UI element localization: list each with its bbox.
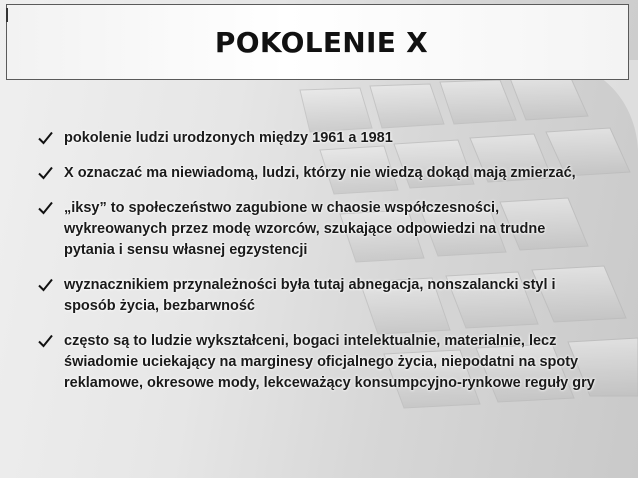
check-icon — [38, 201, 53, 215]
bullet-text: X oznaczać ma niewiadomą, ludzi, którzy nie wiedzą dokąd mają zmierzać, — [64, 165, 576, 181]
bullet-item — [38, 275, 598, 317]
title-box — [6, 4, 629, 80]
check-icon — [38, 278, 53, 292]
title-accent-bar — [6, 8, 8, 22]
bullet-text: pokolenie ludzi urodzonych między 1961 a 1981 — [64, 130, 393, 146]
bullet-text: wyznacznikiem przynależności była tutaj abnegacja, nonszalancki styl i sposób życia, bezbarwność — [64, 277, 556, 314]
bullet-text: często są to ludzie wykształceni, bogaci intelektualnie, materialnie, lecz świadomie uciekający na marginesy oficjalnego życia, niepodatni na spoty reklamowe, okresowe mody, lekceważący konsumpcyjno-rynkowe reguły gry — [64, 333, 595, 391]
check-icon — [38, 334, 53, 348]
check-icon — [38, 166, 53, 180]
bullet-item — [38, 198, 598, 261]
bullet-item — [38, 163, 598, 184]
bullet-list — [38, 128, 598, 408]
slide-title: POKOLENIE X — [214, 25, 429, 59]
check-icon — [38, 131, 53, 145]
bullet-text: „iksy” to społeczeństwo zagubione w chaosie współczesności, wykreowanych przez modę wzorców, szukające odpowiedzi na trudne pytania i sensu własnej egzystencji — [64, 200, 546, 258]
bullet-item — [38, 331, 598, 394]
bullet-item — [38, 128, 598, 149]
